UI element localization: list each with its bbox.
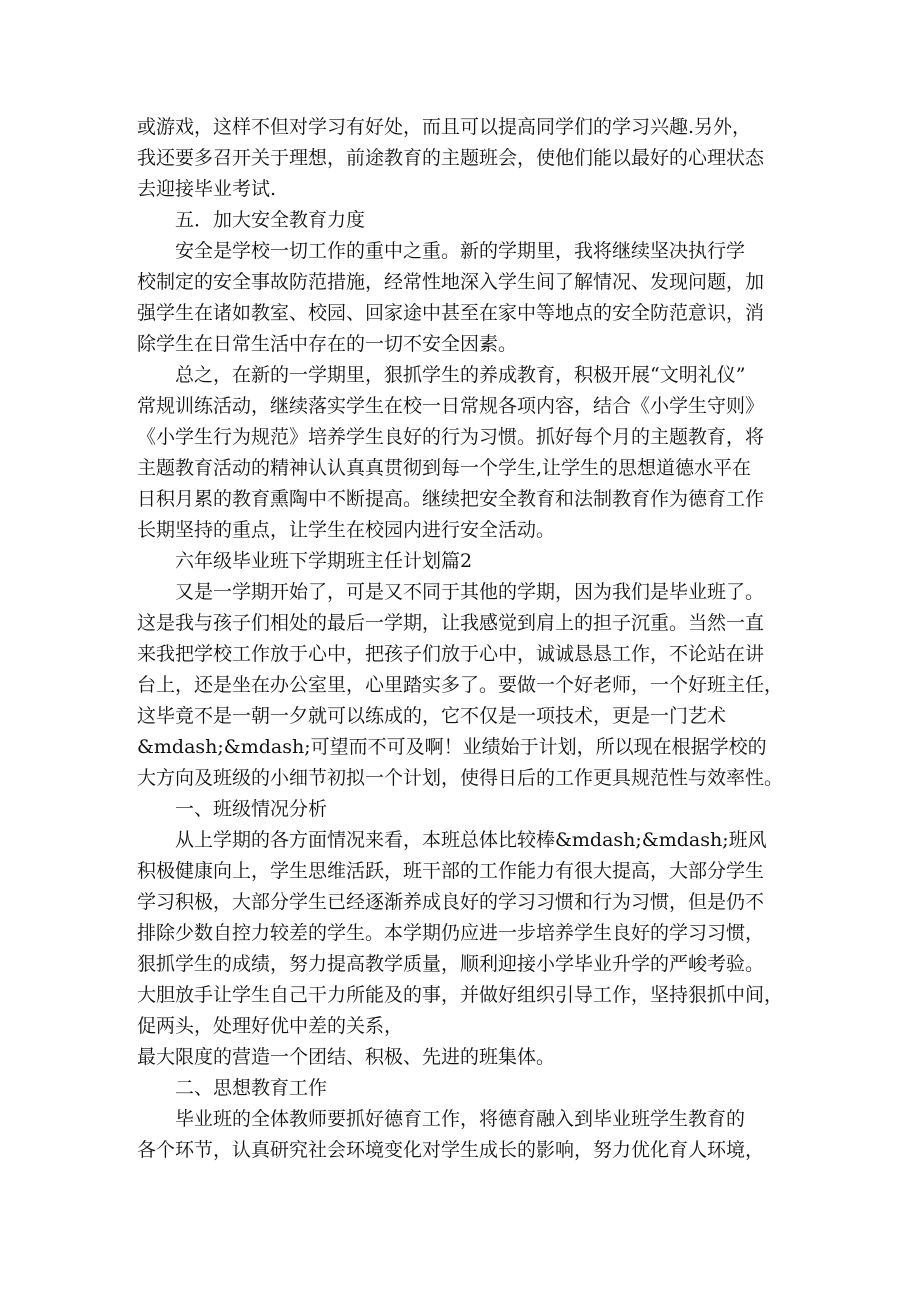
- text-line: 各个环节，认真研究社会环境变化对学生成长的影响，努力优化育人环境，: [137, 1139, 765, 1161]
- text-line: 狠抓学生的成绩，努力提高教学质量，顺利迎接小学毕业升学的严峻考验。: [137, 953, 765, 975]
- text-line: 来我把学校工作放于心中，把孩子们放于心中，诚诚恳恳工作，不论站在讲: [137, 643, 765, 665]
- text-line: 强学生在诸如教室、校园、回家途中甚至在家中等地点的安全防范意识，消: [137, 302, 765, 324]
- text-line: 六年级毕业班下学期班主任计划篇2: [175, 550, 473, 572]
- text-line: &mdash;&mdash;可望而不可及啊！业绩始于计划，所以现在根据学校的: [137, 736, 767, 758]
- text-line: 我还要多召开关于理想，前途教育的主题班会，使他们能以最好的心理状态: [137, 147, 765, 169]
- text-line: 从上学期的各方面情况来看，本班总体比较棒&mdash;&mdash;班风: [175, 829, 767, 851]
- text-line: 促两头，处理好优中差的关系，: [137, 1015, 404, 1037]
- text-line: 常规训练活动，继续落实学生在校一日常规各项内容，结合《小学生守则》: [137, 395, 765, 417]
- text-line: 《小学生行为规范》培养学生良好的行为习惯。抓好每个月的主题教育，将: [137, 426, 765, 448]
- text-line: 二、思想教育工作: [175, 1077, 328, 1099]
- text-line: 安全是学校一切工作的重中之重。新的学期里，我将继续坚决执行学: [175, 240, 746, 262]
- text-line: 五．加大安全教育力度: [175, 209, 366, 231]
- text-line: 积极健康向上，学生思维活跃，班干部的工作能力有很大提高，大部分学生: [137, 860, 765, 882]
- text-line: 长期坚持的重点，让学生在校园内进行安全活动。: [137, 519, 556, 541]
- text-line: 一、班级情况分析: [175, 798, 328, 820]
- text-line: 台上，还是坐在办公室里，心里踏实多了。要做一个好老师，一个好班主任，: [137, 674, 784, 696]
- text-line: 或游戏，这样不但对学习有好处，而且可以提高同学们的学习兴趣.另外，: [137, 116, 752, 138]
- text-line: 又是一学期开始了，可是又不同于其他的学期，因为我们是毕业班了。: [175, 581, 765, 603]
- text-line: 校制定的安全事故防范措施，经常性地深入学生间了解情况、发现问题，加: [137, 271, 765, 293]
- text-line: 最大限度的营造一个团结、积极、先进的班集体。: [137, 1046, 556, 1068]
- text-line: 大方向及班级的小细节初拟一个计划，使得日后的工作更具规范性与效率性。: [137, 767, 784, 789]
- text-line: 这毕竟不是一朝一夕就可以练成的，它不仅是一项技术，更是一门艺术: [137, 705, 727, 727]
- text-line: 总之，在新的一学期里，狠抓学生的养成教育，积极开展“文明礼仪”: [175, 364, 746, 386]
- text-line: 这是我与孩子们相处的最后一学期，让我感觉到肩上的担子沉重。当然一直: [137, 612, 765, 634]
- text-line: 除学生在日常生活中存在的一切不安全因素。: [137, 333, 518, 355]
- text-line: 排除少数自控力较差的学生。本学期仍应进一步培养学生良好的学习习惯，: [137, 922, 765, 944]
- text-line: 学习积极，大部分学生已经逐渐养成良好的学习习惯和行为习惯，但是仍不: [137, 891, 765, 913]
- document-body: [137, 112, 807, 1166]
- text-line: 毕业班的全体教师要抓好德育工作，将德育融入到毕业班学生教育的: [175, 1108, 746, 1130]
- text-line: 去迎接毕业考试.: [137, 178, 277, 200]
- text-line: 大胆放手让学生自己干力所能及的事，并做好组织引导工作，坚持狠抓中间，: [137, 984, 784, 1006]
- text-line: 日积月累的教育熏陶中不断提高。继续把安全教育和法制教育作为德育工作: [137, 488, 765, 510]
- text-line: 主题教育活动的精神认认真真贯彻到每一个学生,让学生的思想道德水平在: [137, 457, 752, 479]
